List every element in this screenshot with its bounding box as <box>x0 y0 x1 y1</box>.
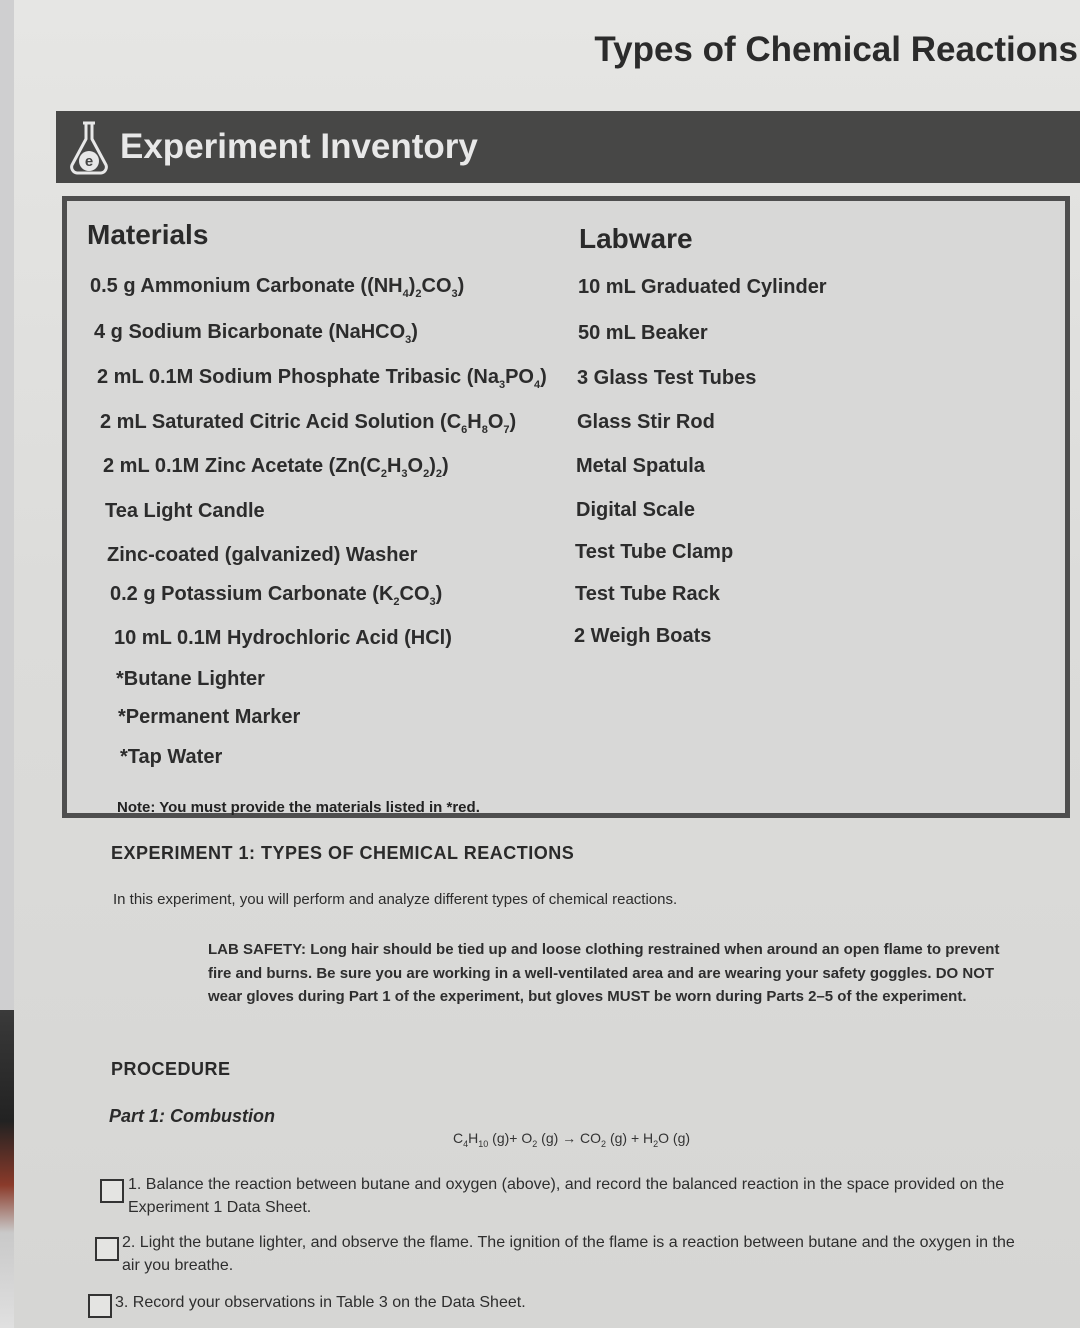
combustion-equation: $C_4H_{10}$ $(g)+ O_2$ $(g) \to CO_2$ $(g) + H_2O$ (g) <box>453 1130 691 1149</box>
materials-heading: Materials <box>87 219 209 250</box>
material-item: 0.5 g Ammonium Carbonate $((NH_4)_2CO_3)$ <box>90 275 465 300</box>
material-item: *Permanent Marker <box>118 706 301 728</box>
material-item: 2 mL 0.1M Sodium Phosphate Tribasic $(Na_3PO_4)$ <box>97 366 547 391</box>
labware-item: Test Tube Clamp <box>575 541 734 563</box>
inventory-banner <box>56 111 1080 183</box>
material-item: 4 g Sodium Bicarbonate (NaHCO$_3$) <box>94 321 418 346</box>
labware-heading: Labware <box>579 223 693 254</box>
step-number: 2. <box>122 1234 136 1251</box>
step-3 <box>115 1291 1015 1314</box>
document-title: Types of Chemical Reactions <box>594 30 1078 69</box>
step-text: Record your observations in Table 3 on the Data Sheet. <box>132 1294 526 1311</box>
banner-title: Experiment Inventory <box>120 127 478 166</box>
material-item: 0.2 g Potassium Carbonate $(K_2CO_3)$ <box>110 583 443 608</box>
flask-icon <box>66 119 112 175</box>
step-text: Light the butane lighter, and observe the flame. The ignition of the flame is a reaction between butane and the oxygen in the air you breathe. <box>122 1234 1015 1274</box>
experiment-intro: In this experiment, you will perform and analyze different types of chemical reactions. <box>113 891 678 908</box>
step-2-checkbox[interactable] <box>95 1237 119 1261</box>
lab-safety-note: LAB SAFETY: Long hair should be tied up and loose clothing restrained when around an open flame to prevent fire and burns. Be sure you are working in a well-ventilated area and are wearing your safety goggles. DO NOT wear gloves during Part 1 of the experiment, but gloves MUST be worn during Parts 2–5 of the experiment. <box>208 941 1000 1005</box>
procedure-heading: PROCEDURE <box>111 1059 231 1079</box>
step-1-checkbox[interactable] <box>100 1179 124 1203</box>
material-item: 10 mL 0.1M Hydrochloric Acid (HCl) <box>114 627 452 649</box>
step-text: Balance the reaction between butane and oxygen (above), and record the balanced reaction in the space provided on the Experiment 1 Data Sheet. <box>128 1176 1005 1216</box>
labware-item: Glass Stir Rod <box>577 411 715 433</box>
inventory-note: Note: You must provide the materials listed in *red. <box>117 799 480 816</box>
labware-item: 50 mL Beaker <box>578 322 708 344</box>
labware-item: Metal Spatula <box>576 455 705 477</box>
step-2 <box>122 1231 1027 1277</box>
background-edge <box>0 1010 14 1328</box>
svg-text:e: e <box>84 153 94 170</box>
material-item: *Tap Water <box>120 746 223 768</box>
material-item: 2 mL Saturated Citric Acid Solution $(C_6H_8O_7)$ <box>100 411 517 436</box>
material-item: 2 mL 0.1M Zinc Acetate $(Zn(C_2H_3O_2)_2)$ <box>103 455 449 480</box>
labware-item: Test Tube Rack <box>575 583 720 605</box>
experiment-heading: EXPERIMENT 1: TYPES OF CHEMICAL REACTIONS <box>111 843 575 863</box>
part1-heading: Part 1: Combustion <box>109 1106 276 1126</box>
labware-item: 2 Weigh Boats <box>574 625 712 647</box>
step-number: 3. <box>115 1294 129 1311</box>
material-item: *Butane Lighter <box>116 668 265 690</box>
inventory-table <box>62 196 1070 818</box>
material-item: Zinc-coated (galvanized) Washer <box>107 544 418 566</box>
labware-item: Digital Scale <box>576 499 695 521</box>
material-item: Tea Light Candle <box>105 500 265 522</box>
step-1 <box>128 1173 1028 1219</box>
step-number: 1. <box>128 1176 142 1193</box>
labware-item: 10 mL Graduated Cylinder <box>578 276 827 298</box>
step-3-checkbox[interactable] <box>88 1294 112 1318</box>
labware-item: 3 Glass Test Tubes <box>577 367 757 389</box>
